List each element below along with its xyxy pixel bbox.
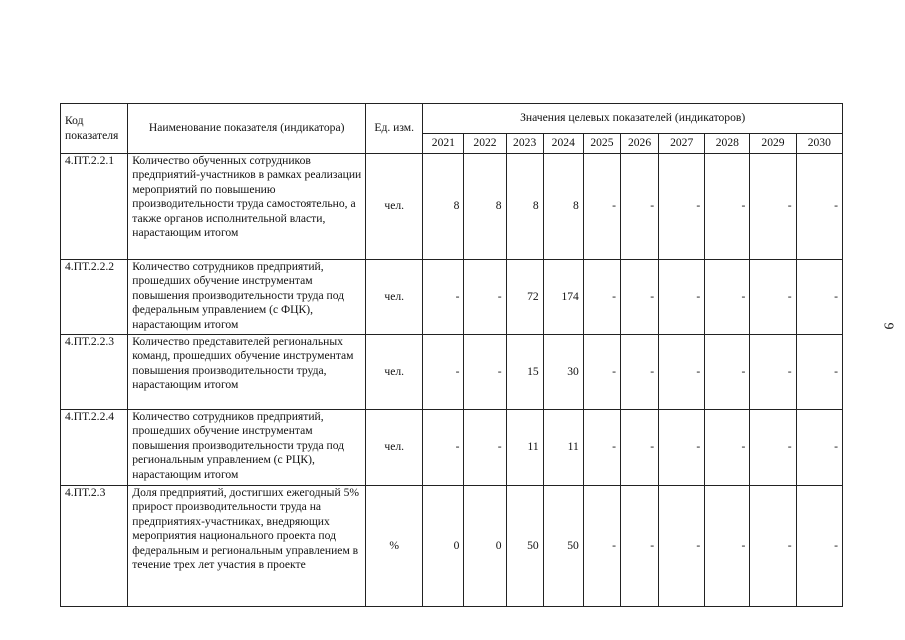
table-header xyxy=(61,104,843,154)
header-year: 2029 xyxy=(750,134,796,154)
target-value: - xyxy=(705,410,750,486)
target-value: 15 xyxy=(506,335,543,410)
target-value: 174 xyxy=(543,260,583,335)
header-targets: Значения целевых показателей (индикаторов) xyxy=(423,104,843,134)
indicator-name: Доля предприятий, достигших ежегодный 5% прирост производительности труда на предприятиях-участниках, внедряющих мероприятия национального проекта под федеральным и региональным управлением в течение трех лет участия в проекте xyxy=(128,486,366,607)
table-row xyxy=(61,410,843,486)
header-code: Код показателя xyxy=(61,104,128,154)
indicators-table-wrapper xyxy=(60,103,843,607)
target-value: - xyxy=(464,410,506,486)
header-unit: Ед. изм. xyxy=(366,104,423,154)
indicator-unit: чел. xyxy=(366,335,423,410)
indicator-code: 4.ПТ.2.2.3 xyxy=(61,335,128,410)
header-name: Наименование показателя (индикатора) xyxy=(128,104,366,154)
target-value: 72 xyxy=(506,260,543,335)
target-value: - xyxy=(659,486,705,607)
target-value: - xyxy=(659,260,705,335)
target-value: - xyxy=(583,410,620,486)
target-value: - xyxy=(705,154,750,260)
target-value: - xyxy=(705,486,750,607)
target-value: 50 xyxy=(543,486,583,607)
indicator-name: Количество сотрудников предприятий, прошедших обучение инструментам повышения производительности труда под региональным управлением (с РЦК), нарастающим итогом xyxy=(128,410,366,486)
target-value: - xyxy=(796,260,842,335)
target-value: - xyxy=(583,154,620,260)
indicator-unit: чел. xyxy=(366,260,423,335)
indicators-table xyxy=(60,103,843,607)
target-value: - xyxy=(583,335,620,410)
target-value: 0 xyxy=(423,486,464,607)
target-value: 8 xyxy=(506,154,543,260)
header-year: 2028 xyxy=(705,134,750,154)
target-value: 30 xyxy=(543,335,583,410)
target-value: 8 xyxy=(543,154,583,260)
target-value: - xyxy=(750,486,796,607)
target-value: - xyxy=(750,154,796,260)
indicator-code: 4.ПТ.2.2.4 xyxy=(61,410,128,486)
target-value: - xyxy=(659,410,705,486)
target-value: - xyxy=(750,260,796,335)
target-value: - xyxy=(659,335,705,410)
header-year: 2022 xyxy=(464,134,506,154)
target-value: - xyxy=(620,486,658,607)
target-value: - xyxy=(750,335,796,410)
header-year: 2025 xyxy=(583,134,620,154)
target-value: 8 xyxy=(423,154,464,260)
header-year: 2027 xyxy=(659,134,705,154)
target-value: - xyxy=(620,335,658,410)
target-value: - xyxy=(464,260,506,335)
target-value: 11 xyxy=(543,410,583,486)
target-value: 50 xyxy=(506,486,543,607)
target-value: - xyxy=(583,486,620,607)
indicator-name: Количество сотрудников предприятий, прошедших обучение инструментам повышения производительности труда под федеральным управлением (с ФЦК), нарастающим итогом xyxy=(128,260,366,335)
target-value: - xyxy=(464,335,506,410)
target-value: - xyxy=(796,486,842,607)
target-value: - xyxy=(659,154,705,260)
target-value: - xyxy=(796,154,842,260)
indicator-code: 4.ПТ.2.3 xyxy=(61,486,128,607)
target-value: - xyxy=(423,260,464,335)
indicator-unit: % xyxy=(366,486,423,607)
indicator-unit: чел. xyxy=(366,410,423,486)
header-year: 2021 xyxy=(423,134,464,154)
target-value: - xyxy=(620,154,658,260)
target-value: - xyxy=(796,410,842,486)
target-value: - xyxy=(705,335,750,410)
target-value: - xyxy=(620,410,658,486)
target-value: - xyxy=(705,260,750,335)
target-value: - xyxy=(423,410,464,486)
indicator-code: 4.ПТ.2.2.2 xyxy=(61,260,128,335)
table-row xyxy=(61,335,843,410)
header-year: 2024 xyxy=(543,134,583,154)
target-value: 8 xyxy=(464,154,506,260)
target-value: - xyxy=(620,260,658,335)
header-year: 2026 xyxy=(620,134,658,154)
target-value: - xyxy=(423,335,464,410)
indicator-code: 4.ПТ.2.2.1 xyxy=(61,154,128,260)
indicator-name: Количество обученных сотрудников предприятий-участников в рамках реализации мероприятий по повышению производительности труда самостоятельно, а также органов исполнительной власти, нарастающим итогом xyxy=(128,154,366,260)
table-row xyxy=(61,260,843,335)
target-value: - xyxy=(583,260,620,335)
header-year: 2023 xyxy=(506,134,543,154)
target-value: - xyxy=(796,335,842,410)
table-row xyxy=(61,486,843,607)
indicator-unit: чел. xyxy=(366,154,423,260)
header-year: 2030 xyxy=(796,134,842,154)
table-row xyxy=(61,154,843,260)
target-value: 0 xyxy=(464,486,506,607)
table-body xyxy=(61,154,843,607)
target-value: - xyxy=(750,410,796,486)
indicator-name: Количество представителей региональных команд, прошедших обучение инструментам повышения производительности труда, нарастающим итогом xyxy=(128,335,366,410)
target-value: 11 xyxy=(506,410,543,486)
page-number: 9 xyxy=(880,322,896,330)
